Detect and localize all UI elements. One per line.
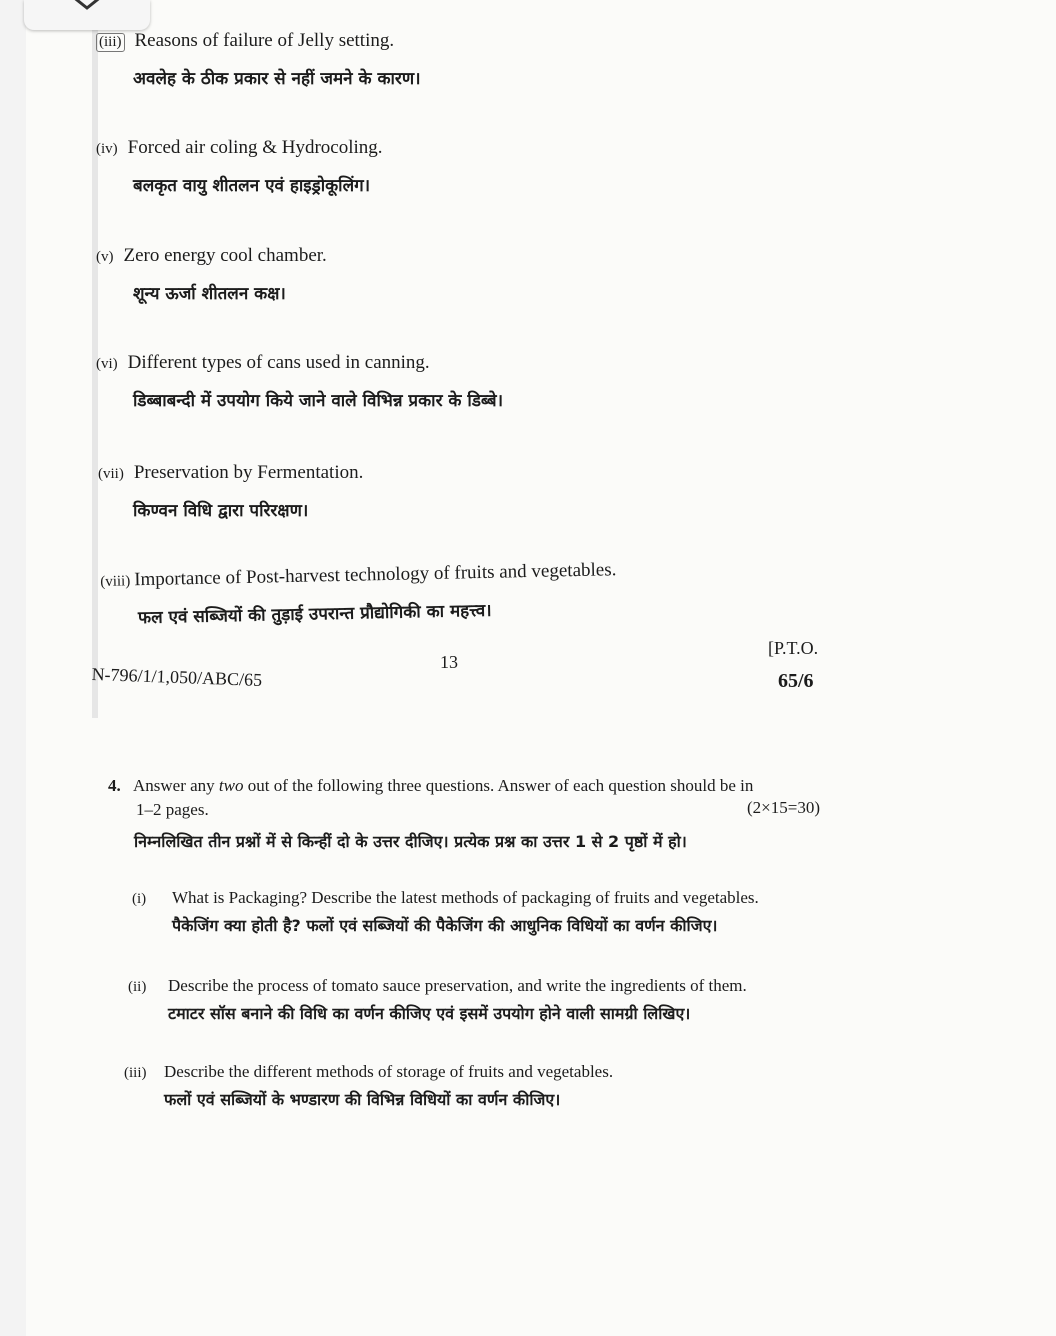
sub-english: Describe the process of tomato sauce preservation, and write the ingredients of them. <box>168 976 747 995</box>
question-item <box>96 30 421 89</box>
question-item <box>96 137 383 196</box>
item-hindi: शून्य ऊर्जा शीतलन कक्ष। <box>133 284 286 304</box>
paper-code-footer: N-796/1/1,050/ABC/65 <box>91 664 263 690</box>
sub-english: Describe the different methods of storage of fruits and vegetables. <box>164 1062 614 1081</box>
set-code: 65/6 <box>778 670 814 692</box>
sub-hindi: फलों एवं सब्जियों के भण्डारण की विभिन्न विधियों का वर्णन कीजिए। <box>164 1090 561 1109</box>
instruction-part2: out of the following three questions. Answer of each question should be in <box>243 776 754 795</box>
item-english: Reasons of failure of Jelly setting. <box>134 30 395 51</box>
sub-hindi: टमाटर सॉस बनाने की विधि का वर्णन कीजिए एवं इसमें उपयोग होने वाली सामग्री लिखिए। <box>168 1004 691 1023</box>
item-english: Importance of Post-harvest technology of fruits and vegetables. <box>133 559 617 591</box>
sub-hindi: पैकेजिंग क्या होती है? फलों एवं सब्जियों की पैकेजिंग की आधुनिक विधियों का वर्णन कीजिए। <box>172 916 718 935</box>
item-hindi: डिब्बाबन्दी में उपयोग किये जाने वाले विभिन्न प्रकार के डिब्बे। <box>133 391 504 411</box>
item-number: (v) <box>96 249 114 265</box>
close-icon <box>70 0 104 16</box>
question-item <box>98 462 363 521</box>
item-english: Forced air coling & Hydrocoling. <box>127 137 383 158</box>
instruction-line2: 1–2 pages. <box>136 800 209 819</box>
question-item <box>100 559 617 629</box>
subquestion <box>124 1062 613 1110</box>
instruction-part1: Answer any <box>133 776 219 795</box>
marks-label: (2×15=30) <box>747 798 820 817</box>
instruction-hindi: निम्नलिखित तीन प्रश्नों में से किन्हीं दो के उत्तर दीजिए। प्रत्येक प्रश्न का उत्तर 1 से 2 पृष्ठों में हो। <box>134 832 687 851</box>
subquestion <box>128 976 747 1024</box>
question-number: 4. <box>108 776 121 795</box>
item-number: (vi) <box>96 356 118 372</box>
item-english: Preservation by Fermentation. <box>133 462 364 483</box>
item-hindi: किण्वन विधि द्वारा परिरक्षण। <box>133 501 309 521</box>
viewer-background <box>0 0 26 1336</box>
question-item <box>96 245 327 304</box>
page-number: 13 <box>440 652 458 672</box>
item-hindi: फल एवं सब्जियों की तुड़ाई उपरान्त प्रौद्योगिकी का महत्त्व। <box>137 600 492 629</box>
pto-label: [P.T.O. <box>768 638 819 658</box>
sub-number: (ii) <box>128 979 147 995</box>
item-english: Zero energy cool chamber. <box>123 245 327 266</box>
sub-number: (iii) <box>124 1065 147 1081</box>
item-hindi: अवलेह के ठीक प्रकार से नहीं जमने के कारण। <box>133 69 421 89</box>
item-number: (viii) <box>100 573 131 590</box>
instruction-emphasis: two <box>218 776 244 795</box>
subquestion <box>132 888 759 936</box>
item-hindi: बलकृत वायु शीतलन एवं हाइड्रोकूलिंग। <box>133 176 371 196</box>
item-english: Different types of cans used in canning. <box>127 352 430 373</box>
question-item <box>96 352 503 411</box>
sub-english: What is Packaging? Describe the latest methods of packaging of fruits and vegetables. <box>172 888 759 907</box>
sub-number: (i) <box>132 891 147 907</box>
item-number: (iv) <box>96 141 118 157</box>
item-number: (vii) <box>98 466 124 482</box>
item-number: (iii) <box>96 33 125 52</box>
close-button[interactable] <box>24 0 150 30</box>
